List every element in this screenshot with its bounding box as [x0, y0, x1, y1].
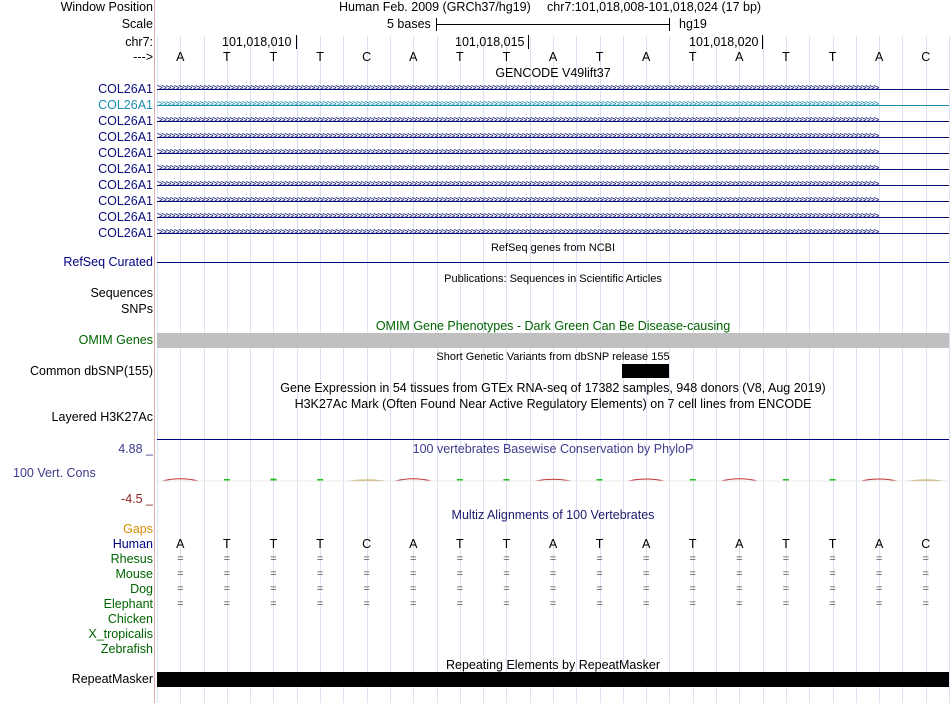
- multiz-match: =: [689, 583, 696, 595]
- multiz-match: =: [177, 598, 184, 610]
- multiz-human-base: T: [502, 537, 511, 551]
- refseq-title[interactable]: RefSeq genes from NCBI: [490, 242, 616, 254]
- multiz-match: =: [503, 583, 510, 595]
- position-readout: chr7:101,018,008-101,018,024 (17 bp): [547, 0, 762, 14]
- multiz-match: =: [549, 553, 557, 565]
- multiz-match: =: [223, 583, 231, 595]
- sequence-base: T: [502, 50, 511, 64]
- multiz-match: =: [177, 553, 184, 565]
- gencode-gene-label[interactable]: COL26A1: [98, 98, 153, 112]
- multiz-match: =: [363, 583, 370, 595]
- multiz-match: =: [363, 568, 370, 580]
- multiz-match: =: [875, 553, 883, 565]
- multiz-human-base: A: [176, 537, 185, 551]
- gencode-gene-model[interactable]: [157, 165, 949, 174]
- multiz-match: =: [177, 583, 184, 595]
- multiz-human-base: T: [316, 537, 324, 551]
- multiz-match: =: [829, 553, 836, 565]
- multiz-match: =: [223, 568, 231, 580]
- scale-bar: [436, 24, 669, 25]
- strand-chevrons: >>>>>>>>>>>>>>>>>>>>>>>>>>>>>>>>>>>>>>>>>>>>>>>>>>>>>>>>>>>>>>>>>>>>>>>>>>>>>>>>>>>>>>>>>>>>>>>>>>>>>>>>>>>>>>>>>>>>>>>>>>>>>>>>>>>>>>>>>>>>>>>>>>>>>>>>>>>>>>>>>>>>>>>>>>: [157, 195, 878, 206]
- multiz-match: =: [456, 568, 464, 580]
- multiz-match: =: [875, 598, 883, 610]
- multiz-match: =: [736, 553, 743, 565]
- gencode-gene-model[interactable]: [157, 149, 949, 158]
- multiz-match: =: [689, 598, 696, 610]
- coord-tick-1: [296, 35, 297, 49]
- gencode-gene-model[interactable]: [157, 85, 949, 94]
- gencode-gene-label[interactable]: COL26A1: [98, 114, 153, 128]
- multiz-match: =: [270, 553, 277, 565]
- multiz-human-base: T: [455, 537, 464, 551]
- multiz-human-base: A: [735, 537, 744, 551]
- dbsnp-title[interactable]: Short Genetic Variants from dbSNP release 155: [436, 351, 670, 363]
- multiz-human-base: T: [595, 537, 604, 551]
- gencode-gene-label[interactable]: COL26A1: [98, 162, 153, 176]
- coord-1: 101,018,010: [222, 35, 292, 49]
- multiz-match: =: [782, 553, 790, 565]
- multiz-match: =: [642, 598, 650, 610]
- multiz-match: =: [829, 598, 836, 610]
- coord-2: 101,018,015: [455, 35, 525, 49]
- refseq-gene-line[interactable]: [157, 262, 949, 263]
- multiz-match: =: [549, 583, 557, 595]
- window-position-label: Window Position: [60, 0, 153, 14]
- multiz-human-base: A: [642, 537, 651, 551]
- multiz-match: =: [316, 583, 324, 595]
- repeatmasker-bar[interactable]: [157, 672, 949, 687]
- publications-title[interactable]: Publications: Sequences in Scientific Articles: [444, 273, 662, 285]
- multiz-match: =: [503, 598, 510, 610]
- multiz-match: =: [456, 598, 464, 610]
- gencode-gene-label[interactable]: COL26A1: [98, 146, 153, 160]
- multiz-match: =: [596, 583, 603, 595]
- strand-chevrons: >>>>>>>>>>>>>>>>>>>>>>>>>>>>>>>>>>>>>>>>>>>>>>>>>>>>>>>>>>>>>>>>>>>>>>>>>>>>>>>>>>>>>>>>>>>>>>>>>>>>>>>>>>>>>>>>>>>>>>>>>>>>>>>>>>>>>>>>>>>>>>>>>>>>>>>>>>>>>>>>>>>>>>>>>>: [157, 227, 878, 238]
- h3k27ac-label[interactable]: Layered H3K27Ac: [51, 410, 153, 424]
- sequence-base: C: [362, 50, 372, 64]
- sequence-base: C: [921, 50, 931, 64]
- gencode-gene-label[interactable]: COL26A1: [98, 210, 153, 224]
- multiz-match: =: [875, 583, 883, 595]
- multiz-match: =: [829, 583, 836, 595]
- multiz-species-label[interactable]: X_tropicalis: [88, 627, 153, 641]
- multiz-match: =: [782, 598, 790, 610]
- omim-bar[interactable]: [157, 333, 949, 348]
- multiz-match: =: [270, 583, 277, 595]
- gencode-gene-model[interactable]: [157, 133, 949, 142]
- assembly-title: Human Feb. 2009 (GRCh37/hg19): [339, 0, 531, 14]
- sequence-base: T: [455, 50, 464, 64]
- multiz-match: =: [316, 598, 324, 610]
- gencode-gene-model[interactable]: [157, 117, 949, 126]
- coord-3: 101,018,020: [689, 35, 759, 49]
- repeatmasker-label[interactable]: RepeatMasker: [71, 672, 153, 686]
- sequence-base: T: [828, 50, 837, 64]
- chrom-label: chr7:: [125, 35, 153, 49]
- publications-sequences-label[interactable]: Sequences: [90, 286, 153, 300]
- multiz-match: =: [456, 583, 464, 595]
- gencode-gene-label[interactable]: COL26A1: [98, 226, 153, 240]
- sequence-base: T: [223, 50, 231, 64]
- multiz-match: =: [736, 568, 743, 580]
- gencode-gene-label[interactable]: COL26A1: [98, 130, 153, 144]
- gencode-gene-label[interactable]: COL26A1: [98, 194, 153, 208]
- multiz-match: =: [270, 568, 277, 580]
- gencode-title[interactable]: GENCODE V49lift37: [495, 66, 611, 80]
- multiz-match: =: [642, 583, 650, 595]
- multiz-match: =: [922, 568, 929, 580]
- h3k27ac-baseline: [157, 439, 949, 440]
- multiz-match: =: [596, 553, 603, 565]
- multiz-match: =: [642, 568, 650, 580]
- phylop-min-label: -4.5 _: [121, 492, 153, 506]
- scale-db: hg19: [679, 17, 707, 31]
- multiz-match: =: [782, 583, 790, 595]
- multiz-match: =: [922, 553, 929, 565]
- strand-chevrons: >>>>>>>>>>>>>>>>>>>>>>>>>>>>>>>>>>>>>>>>>>>>>>>>>>>>>>>>>>>>>>>>>>>>>>>>>>>>>>>>>>>>>>>>>>>>>>>>>>>>>>>>>>>>>>>>>>>>>>>>>>>>>>>>>>>>>>>>>>>>>>>>>>>>>>>>>>>>>>>>>>>>>>>>>>: [157, 147, 878, 158]
- gtex-title[interactable]: Gene Expression in 54 tissues from GTEx RNA-seq of 17382 samples, 948 donors (V8, Aug 2019): [280, 381, 826, 395]
- multiz-match: =: [270, 598, 277, 610]
- gencode-gene-model[interactable]: [157, 229, 949, 238]
- phylop-graph[interactable]: [157, 474, 949, 488]
- multiz-human-base: C: [362, 537, 372, 551]
- multiz-match: =: [689, 568, 696, 580]
- multiz-species-label[interactable]: Zebrafish: [100, 642, 153, 656]
- gencode-gene-model[interactable]: [157, 213, 949, 222]
- multiz-match: =: [316, 568, 324, 580]
- dbsnp-variant[interactable]: [622, 364, 669, 378]
- multiz-match: =: [363, 553, 370, 565]
- multiz-human-base: T: [269, 537, 278, 551]
- sequence-base: A: [409, 50, 418, 64]
- phylop-label[interactable]: 100 Vert. Cons: [13, 466, 96, 480]
- sequence-base: T: [688, 50, 697, 64]
- multiz-match: =: [736, 598, 743, 610]
- phylop-max-label: 4.88 _: [118, 442, 153, 456]
- multiz-species-label[interactable]: Human: [112, 537, 153, 551]
- multiz-match: =: [456, 553, 464, 565]
- multiz-species-label[interactable]: Dog: [130, 582, 153, 596]
- sequence-base: A: [548, 50, 558, 64]
- strand-chevrons: >>>>>>>>>>>>>>>>>>>>>>>>>>>>>>>>>>>>>>>>>>>>>>>>>>>>>>>>>>>>>>>>>>>>>>>>>>>>>>>>>>>>>>>>>>>>>>>>>>>>>>>>>>>>>>>>>>>>>>>>>>>>>>>>>>>>>>>>>>>>>>>>>>>>>>>>>>>>>>>>>>>>>>>>>>: [157, 131, 878, 142]
- multiz-match: =: [922, 598, 929, 610]
- sequence-base: T: [782, 50, 790, 64]
- gencode-gene-model[interactable]: [157, 181, 949, 190]
- multiz-human-base: T: [828, 537, 837, 551]
- omim-title[interactable]: OMIM Gene Phenotypes - Dark Green Can Be Disease-causing: [375, 319, 731, 333]
- gaps-label: Gaps: [123, 522, 153, 536]
- multiz-match: =: [549, 568, 557, 580]
- gencode-gene-label[interactable]: COL26A1: [98, 82, 153, 96]
- sequence-base: A: [874, 50, 884, 64]
- sidebar-divider: [154, 0, 155, 703]
- multiz-match: =: [177, 568, 184, 580]
- omim-label[interactable]: OMIM Genes: [78, 333, 153, 347]
- multiz-human-base: C: [921, 537, 931, 551]
- multiz-match: =: [875, 568, 883, 580]
- multiz-match: =: [736, 583, 743, 595]
- repeatmasker-title[interactable]: Repeating Elements by RepeatMasker: [445, 658, 660, 672]
- scale-label: Scale: [121, 17, 153, 31]
- multiz-match: =: [410, 598, 417, 610]
- dbsnp-label[interactable]: Common dbSNP(155): [30, 364, 153, 378]
- multiz-match: =: [503, 553, 510, 565]
- publications-snps-label[interactable]: SNPs: [121, 302, 153, 316]
- multiz-match: =: [922, 583, 929, 595]
- h3k27ac-title[interactable]: H3K27Ac Mark (Often Found Near Active Regulatory Elements) on 7 cell lines from ENCODE: [294, 397, 812, 411]
- multiz-match: =: [642, 553, 650, 565]
- sequence-base: T: [595, 50, 604, 64]
- strand-chevrons: >>>>>>>>>>>>>>>>>>>>>>>>>>>>>>>>>>>>>>>>>>>>>>>>>>>>>>>>>>>>>>>>>>>>>>>>>>>>>>>>>>>>>>>>>>>>>>>>>>>>>>>>>>>>>>>>>>>>>>>>>>>>>>>>>>>>>>>>>>>>>>>>>>>>>>>>>>>>>>>>>>>>>>>>>>: [157, 115, 878, 126]
- refseq-label[interactable]: RefSeq Curated: [63, 255, 153, 269]
- coord-tick-3: [762, 35, 763, 49]
- multiz-match: =: [549, 598, 557, 610]
- gencode-gene-model[interactable]: [157, 101, 949, 110]
- scale-bar-right-tick: [669, 18, 670, 31]
- gencode-gene-model[interactable]: [157, 197, 949, 206]
- multiz-human-base: A: [409, 537, 418, 551]
- multiz-match: =: [596, 598, 603, 610]
- strand-chevrons: >>>>>>>>>>>>>>>>>>>>>>>>>>>>>>>>>>>>>>>>>>>>>>>>>>>>>>>>>>>>>>>>>>>>>>>>>>>>>>>>>>>>>>>>>>>>>>>>>>>>>>>>>>>>>>>>>>>>>>>>>>>>>>>>>>>>>>>>>>>>>>>>>>>>>>>>>>>>>>>>>>>>>>>>>>: [157, 99, 878, 110]
- multiz-human-base: A: [548, 537, 558, 551]
- strand-chevrons: >>>>>>>>>>>>>>>>>>>>>>>>>>>>>>>>>>>>>>>>>>>>>>>>>>>>>>>>>>>>>>>>>>>>>>>>>>>>>>>>>>>>>>>>>>>>>>>>>>>>>>>>>>>>>>>>>>>>>>>>>>>>>>>>>>>>>>>>>>>>>>>>>>>>>>>>>>>>>>>>>>>>>>>>>>: [157, 211, 878, 222]
- multiz-match: =: [410, 568, 417, 580]
- multiz-human-base: T: [688, 537, 697, 551]
- multiz-match: =: [410, 583, 417, 595]
- scale-text: 5 bases: [387, 17, 431, 31]
- multiz-human-base: T: [782, 537, 790, 551]
- multiz-match: =: [410, 553, 417, 565]
- sequence-base: A: [735, 50, 744, 64]
- multiz-match: =: [223, 598, 231, 610]
- multiz-match: =: [316, 553, 324, 565]
- multiz-match: =: [829, 568, 836, 580]
- multiz-species-label[interactable]: Rhesus: [110, 552, 153, 566]
- sequence-base: A: [642, 50, 651, 64]
- multiz-human-base: T: [223, 537, 231, 551]
- multiz-match: =: [223, 553, 231, 565]
- multiz-match: =: [782, 568, 790, 580]
- multiz-match: =: [503, 568, 510, 580]
- strand-chevrons: >>>>>>>>>>>>>>>>>>>>>>>>>>>>>>>>>>>>>>>>>>>>>>>>>>>>>>>>>>>>>>>>>>>>>>>>>>>>>>>>>>>>>>>>>>>>>>>>>>>>>>>>>>>>>>>>>>>>>>>>>>>>>>>>>>>>>>>>>>>>>>>>>>>>>>>>>>>>>>>>>>>>>>>>>>: [157, 163, 878, 174]
- strand-chevrons: >>>>>>>>>>>>>>>>>>>>>>>>>>>>>>>>>>>>>>>>>>>>>>>>>>>>>>>>>>>>>>>>>>>>>>>>>>>>>>>>>>>>>>>>>>>>>>>>>>>>>>>>>>>>>>>>>>>>>>>>>>>>>>>>>>>>>>>>>>>>>>>>>>>>>>>>>>>>>>>>>>>>>>>>>>: [157, 179, 878, 190]
- sequence-base: T: [269, 50, 278, 64]
- multiz-title[interactable]: Multiz Alignments of 100 Vertebrates: [451, 508, 655, 522]
- coord-tick-2: [528, 35, 529, 49]
- sequence-base: A: [176, 50, 185, 64]
- multiz-species-label[interactable]: Mouse: [115, 567, 153, 581]
- strand-chevrons: >>>>>>>>>>>>>>>>>>>>>>>>>>>>>>>>>>>>>>>>>>>>>>>>>>>>>>>>>>>>>>>>>>>>>>>>>>>>>>>>>>>>>>>>>>>>>>>>>>>>>>>>>>>>>>>>>>>>>>>>>>>>>>>>>>>>>>>>>>>>>>>>>>>>>>>>>>>>>>>>>>>>>>>>>>: [157, 83, 878, 94]
- multiz-match: =: [363, 598, 370, 610]
- multiz-match: =: [596, 568, 603, 580]
- sequence-base: T: [316, 50, 324, 64]
- multiz-match: =: [689, 553, 696, 565]
- multiz-human-base: A: [874, 537, 884, 551]
- multiz-species-label[interactable]: Chicken: [107, 612, 153, 626]
- multiz-species-label[interactable]: Elephant: [103, 597, 153, 611]
- gencode-gene-label[interactable]: COL26A1: [98, 178, 153, 192]
- strand-label: --->: [133, 50, 153, 64]
- phylop-title[interactable]: 100 vertebrates Basewise Conservation by PhyloP: [412, 442, 694, 456]
